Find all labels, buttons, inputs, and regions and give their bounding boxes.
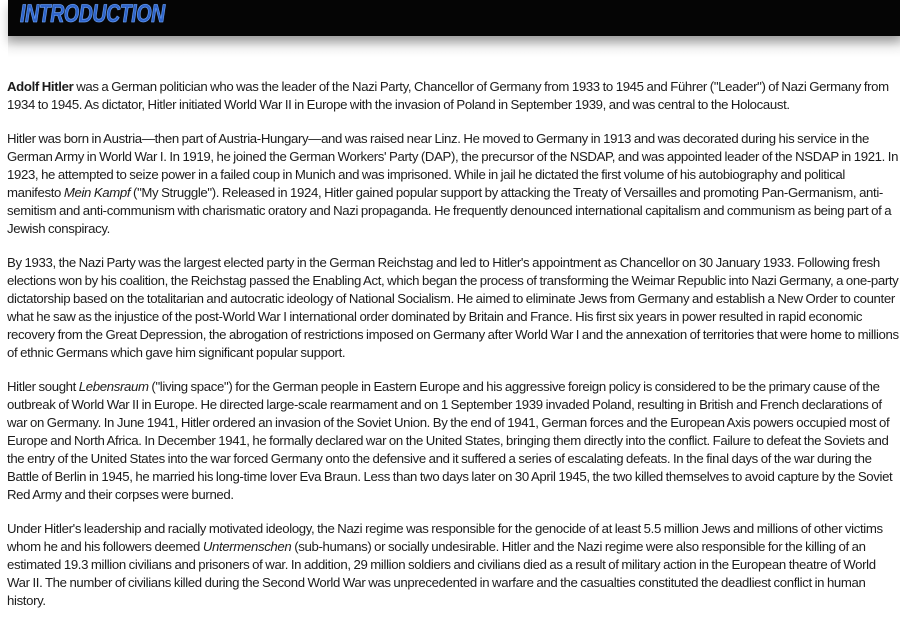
subject-name: Adolf Hitler: [7, 79, 74, 94]
paragraph-genocide: [7, 520, 899, 610]
paragraph-text: was a German politician who was the leader of the Nazi Party, Chancellor of Germany from 1933 to 1945 and Führer ("Leader") of Nazi Germany from 1934 to 1945. As dictator, Hitler initiated World War II in Europe with the invasion of Poland in September 1939, and was central to the Holocaust.: [7, 79, 889, 112]
article-body: [7, 78, 899, 626]
italic-term: Untermenschen: [202, 539, 292, 554]
paragraph-war: [7, 378, 899, 504]
paragraph-text: ("My Struggle"). Released in 1924, Hitler gained popular support by attacking the Treaty of Versailles and promoting Pan-Germanism, anti-semitism and anti-communism with charismatic oratory and Nazi propaganda. He frequently denounced international capitalism and communism as being part of a Jewish conspiracy.: [7, 185, 892, 236]
italic-term: Lebensraum: [78, 379, 149, 394]
header-bar: [8, 0, 900, 36]
paragraph-intro: [7, 78, 899, 114]
page-title: INTRODUCTION: [20, 0, 165, 28]
book-title: Mein Kampf: [63, 185, 131, 200]
paragraph-text: (sub-humans) or socially undesirable. Hitler and the Nazi regime were also responsible for the killing of an estimated 19.3 million civilians and prisoners of war. In addition, 29 million soldiers and civilians died as a result of military action in the European theatre of World War II. The number of civilians killed during the Second World War was unprecedented in warfare and the casualties constituted the deadliest conflict in human history.: [7, 539, 876, 608]
paragraph-text: Hitler was born in Austria—then part of Austria-Hungary—and was raised near Linz. He moved to Germany in 1913 and was decorated during his service in the German Army in World War I. In 1919, he joined the German Workers' Party (DAP), the precursor of the NSDAP, and was appointed leader of the NSDAP in 1921. In 1923, he attempted to seize power in a failed coup in Munich and was imprisoned. While in jail he dictated the first volume of his autobiography and political manifesto: [7, 131, 899, 200]
paragraph-text: Under Hitler's leadership and racially motivated ideology, the Nazi regime was responsible for the genocide of at least 5.5 million Jews and millions of other victims whom he and his followers deemed: [7, 521, 883, 554]
paragraph-text: ("living space") for the German people in Eastern Europe and his aggressive foreign policy is considered to be the primary cause of the outbreak of World War II in Europe. He directed large-scale rearmament and on 1 September 1939 invaded Poland, resulting in British and French declarations of war on Germany. In June 1941, Hitler ordered an invasion of the Soviet Union. By the end of 1941, German forces and the European Axis powers occupied most of Europe and North Africa. In December 1941, he formally declared war on the United States, bringing them directly into the conflict. Failure to defeat the Soviets and the entry of the United States into the war forced Germany onto the defensive and it suffered a series of escalating defeats. In the final days of the war during the Battle of Berlin in 1945, he married his long-time lover Eva Braun. Less than two days later on 30 April 1945, the two killed themselves to avoid capture by the Soviet Red Army and their corpses were burned.: [7, 379, 893, 502]
paragraph-text: Hitler sought: [7, 379, 79, 394]
paragraph-text: By 1933, the Nazi Party was the largest elected party in the German Reichstag and led to Hitler's appointment as Chancellor on 30 January 1933. Following fresh elections won by his coalition, the Reichstag passed the Enabling Act, which began the process of transforming the Weimar Republic into Nazi Germany, a one-party dictatorship based on the totalitarian and autocratic ideology of National Socialism. He aimed to eliminate Jews from Germany and establish a New Order to counter what he saw as the injustice of the post-World War I international order dominated by Britain and France. His first six years in power resulted in rapid economic recovery from the Great Depression, the abrogation of restrictions imposed on Germany after World War I and the annexation of territories that were home to millions of ethnic Germans which gave him significant popular support.: [7, 255, 899, 360]
paragraph-early-life: [7, 130, 899, 238]
header-shadow: [8, 36, 900, 58]
paragraph-rise-to-power: [7, 254, 899, 362]
